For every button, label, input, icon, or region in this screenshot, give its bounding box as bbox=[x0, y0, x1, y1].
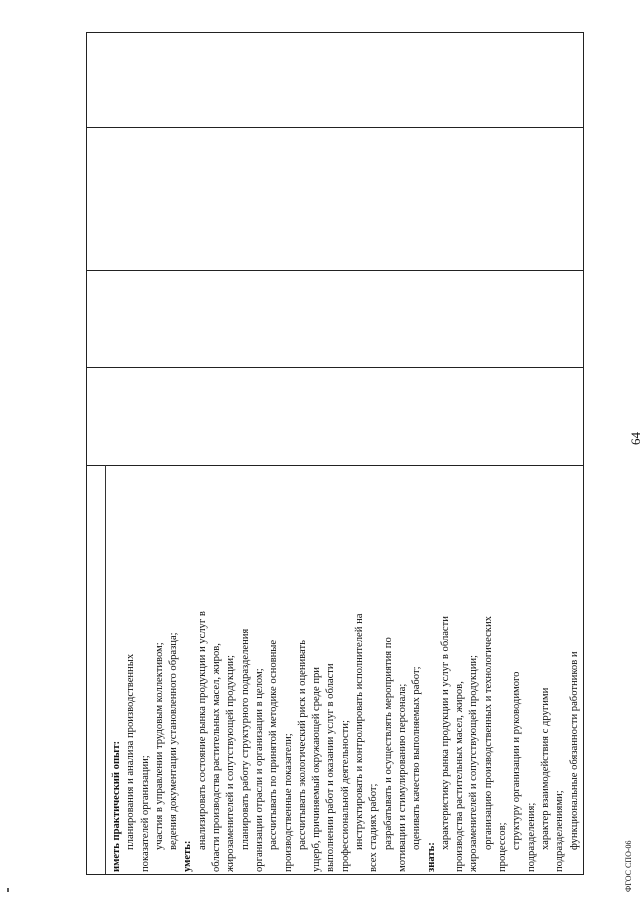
table-column-divider bbox=[86, 367, 584, 368]
text-line: мотивации и стимулированию персонала; bbox=[396, 683, 408, 872]
section-heading: знать: bbox=[425, 842, 437, 872]
table-border-left-edge bbox=[86, 874, 584, 875]
text-line: анализировать состояние рынка продукции и услуг в bbox=[196, 611, 208, 850]
table-border-right-edge bbox=[86, 32, 584, 33]
section-heading: иметь практический опыт: bbox=[111, 740, 122, 872]
text-line: участия в управлении трудовым коллективом; bbox=[153, 642, 165, 850]
text-line: инструктировать и контролировать исполнителей на bbox=[354, 613, 366, 850]
page-number: 64 bbox=[628, 432, 643, 445]
text-line: показателей организации; bbox=[139, 755, 151, 872]
text-line: выполнении работ и оказании услуг в области bbox=[325, 663, 337, 872]
text-line: оценивать качество выполняемых работ; bbox=[411, 666, 423, 850]
text-line: характеристику рынка продукции и услуг в области bbox=[439, 616, 451, 850]
text-line: ведения документации установленного образца; bbox=[168, 632, 180, 850]
section-heading: уметь: bbox=[182, 840, 194, 872]
table-column-divider bbox=[86, 270, 584, 271]
text-line: подразделения; bbox=[525, 802, 537, 872]
table-column-divider bbox=[86, 127, 584, 128]
text-line: жирозаменителей и сопутствующей продукции; bbox=[468, 655, 480, 872]
table-column-divider bbox=[86, 465, 584, 466]
text-line: производственные показатели; bbox=[282, 733, 294, 872]
text-line: разрабатывать и осуществлять мероприятия по bbox=[382, 637, 394, 850]
text-line: всех стадиях работ; bbox=[368, 783, 380, 872]
text-line: процессов; bbox=[497, 822, 509, 872]
text-line: области производства растительных масел, жиров, bbox=[211, 643, 223, 872]
text-line: функциональные обязанности работников и bbox=[568, 651, 580, 850]
footer-code: ФГОС СПО-06 bbox=[624, 840, 633, 892]
text-line: организацию производственных и технологических bbox=[482, 616, 494, 850]
table-border-top-edge bbox=[86, 32, 87, 874]
text-line: профессиональной деятельности; bbox=[339, 720, 351, 872]
text-line: организации отрасли и организации в целом; bbox=[253, 668, 265, 872]
text-line: рассчитывать экологический риск и оценивать bbox=[296, 640, 308, 850]
text-line: планирования и анализа производственных bbox=[125, 653, 137, 850]
table-row-divider bbox=[105, 465, 106, 874]
table-border-bottom-edge bbox=[583, 32, 584, 874]
text-line: характер взаимодействия с другими bbox=[539, 687, 551, 850]
text-line: подразделениями; bbox=[554, 790, 566, 872]
text-line: жирозаменителей и сопутствующей продукции; bbox=[225, 655, 237, 872]
competency-cell-text bbox=[110, 468, 582, 872]
text-line: ущерб, причиняемый окружающей среде при bbox=[311, 667, 323, 872]
text-line: структуру организации и руководимого bbox=[511, 671, 523, 850]
text-line: рассчитывать по принятой методике основные bbox=[268, 639, 280, 850]
text-line: производства растительных масел, жиров, bbox=[454, 681, 466, 872]
text-line: планировать работу структурного подразделения bbox=[239, 628, 251, 850]
scan-mark bbox=[7, 888, 9, 892]
